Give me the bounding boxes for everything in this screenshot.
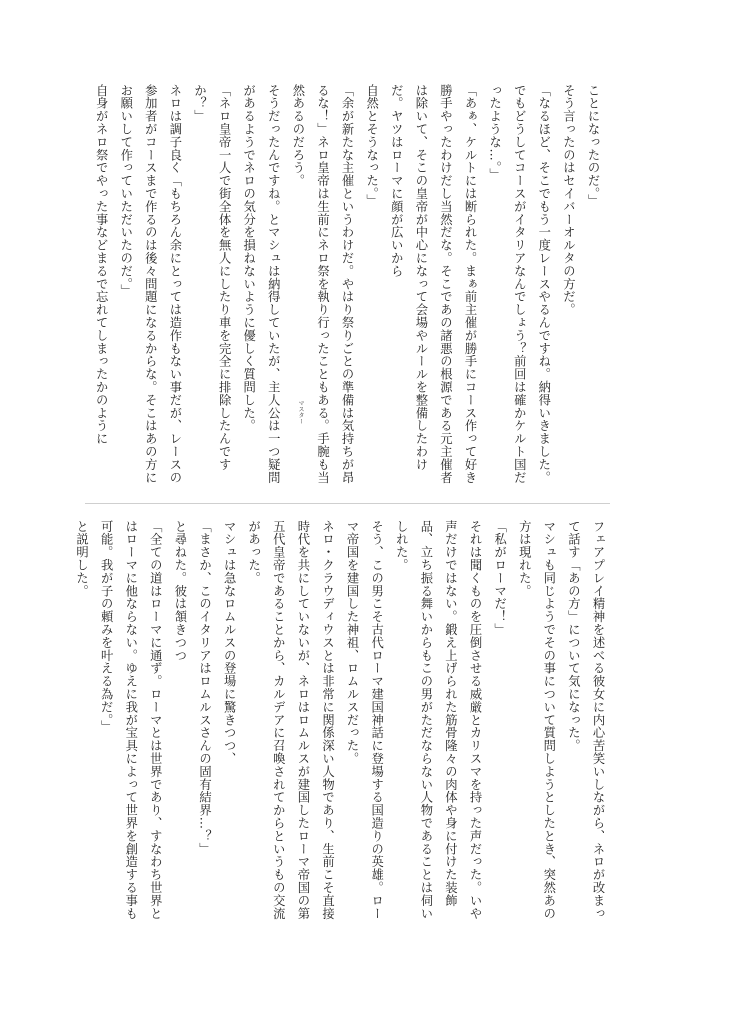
section-divider — [85, 503, 610, 504]
text-block-top: ことになったのだ。」 そう言ったのはセイバーオルタの方だ。 「なるほど、そこでもう一度レースやるんですね。納得いきました。でもどうしてコースがイタリアなんでしょう？前回は確かケルト国だったような…。」 「あぁ、ケルトには断られた。まぁ前主催が勝手にコース作って好き勝手やったわけだし当然だな。そこであの諸悪の根源である元主催者は除いて、そこの皇帝が中心になって会場やルールを整備したわけだ。ヤツはローマに顔が広いから 自然とそうなった。」 「余が新たな主催というわけだ。やはり祭りごとの準備は気持ちが昂るな！」ネロ皇帝は生前にネロ祭を執り行ったこともある。手腕も当然あるのだろう。 そうだったんですね。とマシュは納得していたが、主人公は一つ疑問があるようでネロの気分を損ねないように優しく質問した。 「ネロ皇帝一人で街全体を無人にしたり車を完全に排除したんですか？」 ネロは調子良く「もちろん余にとっては造作もない事だが、レースの参加者がコースまで作るのは後々問題になるからな。そこはあの方にお願いして作っていただいたのだ。」 自身がネロ祭でやった事などまるで忘れてしまったかのように — [94, 84, 600, 484]
ruby-annotation: マスター — [297, 400, 304, 424]
text-block-bottom: フェアプレイ精神を述べる彼女に内心苦笑いしながら、ネロが改まって話す「あの方」について気になった。 マシュも同じようでその事について質問しようとしたとき、突然あの方は現れた。 「私がローマだ！」 それは聞くものを圧倒させる威厳とカリスマを持った声だった。いや声だけではない。鍛え上げられた筋骨隆々の肉体や身に付けた装飾品、立ち振る舞いからもこの男がただならない人物であることは伺いしれた。 そう、この男こそ古代ローマ建国神話に登場する国造りの英雄。ローマ帝国を建国した神祖、ロムルスだった。 ネロ・クラウディウスとは非常に関係深い人物であり、生前こそ直接時代を共にしていないが、ネロはロムルスが建国したローマ帝国の第五代皇帝であることから、カルデアに召喚されてからというもの交流があった。 マシュは急なロムルスの登場に驚きつつ、 「まさか、このイタリアはロムルスさんの固有結界…？」 と尋ねた。彼は頷きつつ 「全ての道はローマに通ず。ローマとは世界であり、すなわち世界とはローマに他ならない。ゆえに我が宝具によって世界を創造する事も可能。我が子の頼みを叶える為だ。」 と説明した。 — [74, 520, 605, 920]
